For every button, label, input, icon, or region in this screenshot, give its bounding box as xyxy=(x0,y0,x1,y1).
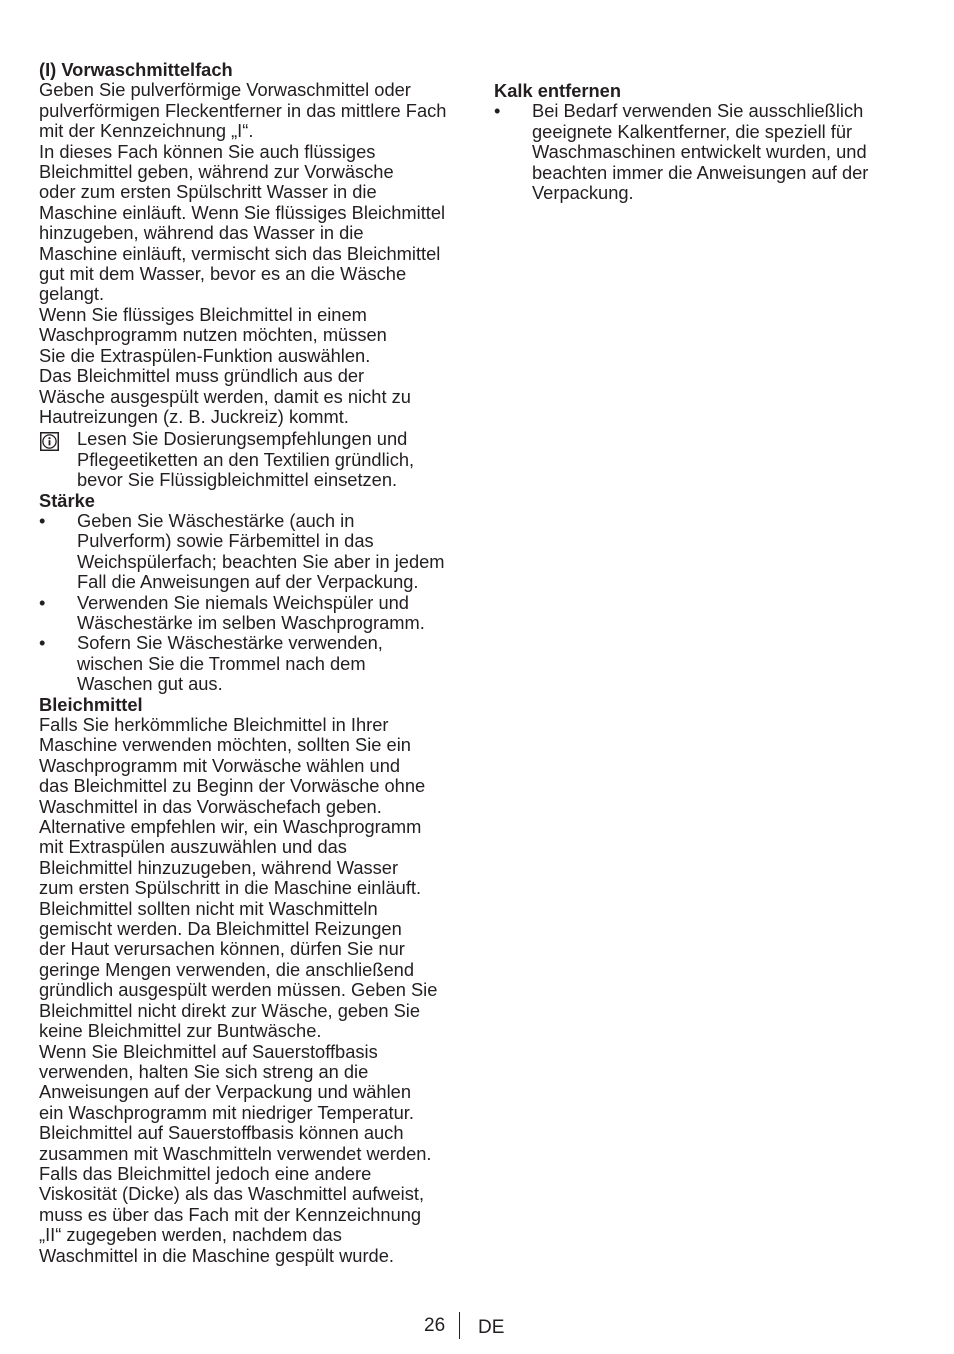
bullet-line: wischen Sie die Trommel nach dem xyxy=(77,652,366,674)
paragraph-line: In dieses Fach können Sie auch flüssiges xyxy=(39,140,376,162)
paragraph-line: muss es über das Fach mit der Kennzeichnung xyxy=(39,1203,422,1225)
paragraph-line: Sie die Extraspülen-Funktion auswählen. xyxy=(39,344,371,366)
paragraph-line: Waschmittel in die Maschine gespült wurde. xyxy=(39,1244,394,1266)
right-column xyxy=(494,81,894,203)
bullet-line: beachten immer die Anweisungen auf der xyxy=(532,161,869,183)
bullet-line: Weichspülerfach; beachten Sie aber in jedem xyxy=(77,550,445,572)
left-column xyxy=(39,60,467,1266)
paragraph-line: Falls das Bleichmittel jedoch eine andere xyxy=(39,1162,372,1184)
paragraph-line: „II“ zugegeben werden, nachdem das xyxy=(39,1224,342,1246)
paragraph-line: Geben Sie pulverförmige Vorwaschmittel oder xyxy=(39,79,411,101)
bullet-item xyxy=(39,633,467,694)
paragraph-line: Wenn Sie Bleichmittel auf Sauerstoffbasis xyxy=(39,1040,378,1062)
bullet-dot: • xyxy=(39,591,46,613)
bullet-line: Bei Bedarf verwenden Sie ausschließlich xyxy=(532,100,864,122)
paragraph-line: pulverförmigen Fleckentferner in das mittlere Fach xyxy=(39,99,447,121)
paragraph-line: zum ersten Spülschritt in die Maschine einläuft. xyxy=(39,877,422,899)
bullet-dot: • xyxy=(39,509,46,531)
bullet-item xyxy=(494,101,894,203)
paragraph-line: verwenden, halten Sie sich streng an die xyxy=(39,1060,369,1082)
bullet-line: Fall die Anweisungen auf der Verpackung. xyxy=(77,571,419,593)
section-heading-vorwaschmittelfach: (I) Vorwaschmittelfach xyxy=(39,59,233,80)
paragraph-line: Bleichmittel auf Sauerstoffbasis können auch xyxy=(39,1122,404,1144)
paragraph-line: gründlich ausgespült werden müssen. Geben Sie xyxy=(39,979,438,1001)
footer-divider xyxy=(459,1312,460,1339)
paragraph-line: geringe Mengen verwenden, die anschließend xyxy=(39,958,415,980)
bullet-item xyxy=(39,593,467,634)
paragraph-line: gut mit dem Wasser, bevor es an die Wäsche xyxy=(39,263,407,285)
paragraph-line: gelangt. xyxy=(39,283,105,305)
bullet-item xyxy=(39,511,467,593)
note-line: Lesen Sie Dosierungsempfehlungen und xyxy=(77,428,408,450)
paragraph-line: Bleichmittel hinzuzugeben, während Wasser xyxy=(39,856,399,878)
bullet-line: geeignete Kalkentferner, die speziell für xyxy=(532,120,853,142)
note-line: Pflegeetiketten an den Textilien gründlich, xyxy=(77,448,415,470)
paragraph-line: Maschine verwenden möchten, sollten Sie ein xyxy=(39,734,411,756)
section-heading-bleichmittel: Bleichmittel xyxy=(39,693,143,715)
section-heading-kalk-entfernen: Kalk entfernen xyxy=(494,80,621,101)
info-icon xyxy=(40,432,59,451)
paragraph-line: Anweisungen auf der Verpackung und wählen xyxy=(39,1081,411,1103)
paragraph-line: keine Bleichmittel zur Buntwäsche. xyxy=(39,1020,322,1042)
paragraph-line: Wenn Sie flüssiges Bleichmittel in einem xyxy=(39,303,367,325)
bullet-line: Sofern Sie Wäschestärke verwenden, xyxy=(77,632,383,654)
paragraph-line: oder zum ersten Spülschritt Wasser in die xyxy=(39,181,377,203)
bullet-dot: • xyxy=(494,100,501,122)
paragraph-line: mit der Kennzeichnung „I“. xyxy=(39,120,254,142)
bullet-line: Pulverform) sowie Färbemittel in das xyxy=(77,530,374,552)
paragraph-line: Hautreizungen (z. B. Juckreiz) kommt. xyxy=(39,405,349,427)
bullet-line: Wäschestärke im selben Waschprogramm. xyxy=(77,611,425,633)
paragraph-line: das Bleichmittel zu Beginn der Vorwäsche ohne xyxy=(39,775,426,797)
paragraph-line: mit Extraspülen auszuwählen und das xyxy=(39,836,347,858)
paragraph-line: hinzugeben, während das Wasser in die xyxy=(39,222,364,244)
paragraph-line: Bleichmittel nicht direkt zur Wäsche, geben Sie xyxy=(39,999,421,1021)
paragraph-line: Waschprogramm nutzen möchten, müssen xyxy=(39,324,387,346)
bullet-line: Waschen gut aus. xyxy=(77,673,223,695)
section-heading-staerke: Stärke xyxy=(39,489,95,511)
paragraph-line: Wäsche ausgespült werden, damit es nicht zu xyxy=(39,385,411,407)
page-footer xyxy=(0,1312,954,1342)
paragraph-line: Waschprogramm mit Vorwäsche wählen und xyxy=(39,754,401,776)
bullet-line: Geben Sie Wäschestärke (auch in xyxy=(77,509,355,531)
info-note xyxy=(39,429,467,490)
paragraph-line: Bleichmittel geben, während zur Vorwäsche xyxy=(39,161,394,183)
bullet-line: Verpackung. xyxy=(532,182,634,204)
paragraph-line: Bleichmittel sollten nicht mit Waschmitteln xyxy=(39,897,378,919)
note-line: bevor Sie Flüssigbleichmittel einsetzen. xyxy=(77,469,398,491)
language-code: DE xyxy=(478,1317,505,1338)
paragraph-line: Maschine einläuft, vermischt sich das Bleichmittel xyxy=(39,242,441,264)
paragraph-line: Waschmittel in das Vorwäschefach geben. xyxy=(39,795,382,817)
page-number: 26 xyxy=(424,1315,446,1336)
paragraph-line: Viskosität (Dicke) als das Waschmittel aufweist, xyxy=(39,1183,425,1205)
bullet-line: Verwenden Sie niemals Weichspüler und xyxy=(77,591,409,613)
paragraph-line: gemischt werden. Da Bleichmittel Reizungen xyxy=(39,918,402,940)
paragraph-line: der Haut verursachen können, dürfen Sie nur xyxy=(39,938,405,960)
paragraph-line: Falls Sie herkömmliche Bleichmittel in Ihrer xyxy=(39,714,389,735)
paragraph-line: Das Bleichmittel muss gründlich aus der xyxy=(39,365,365,387)
paragraph-line: zusammen mit Waschmitteln verwendet werden. xyxy=(39,1142,432,1164)
bullet-line: Waschmaschinen entwickelt wurden, und xyxy=(532,141,867,163)
paragraph-line: Alternative empfehlen wir, ein Waschprogramm xyxy=(39,816,422,838)
paragraph-line: Maschine einläuft. Wenn Sie flüssiges Bleichmittel xyxy=(39,201,446,223)
bullet-dot: • xyxy=(39,632,46,654)
paragraph-line: ein Waschprogramm mit niedriger Temperatur. xyxy=(39,1101,414,1123)
